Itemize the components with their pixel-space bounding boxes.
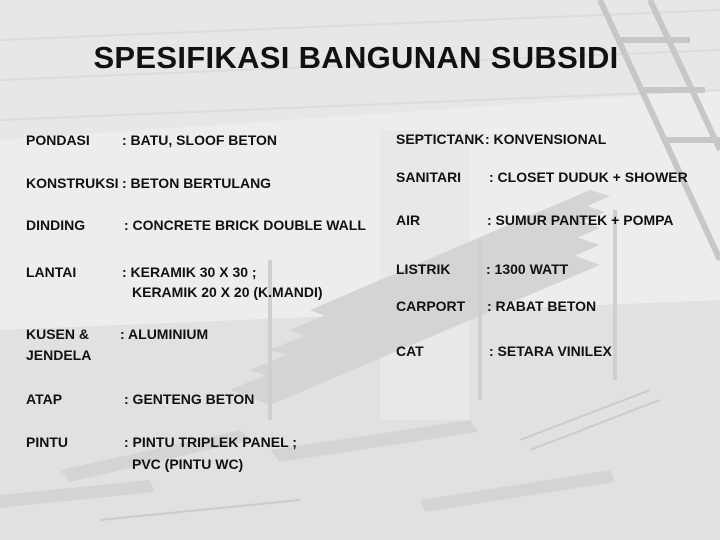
spec-value: : GENTENG BETON	[124, 391, 255, 407]
spec-label: SEPTICTANK	[396, 131, 485, 147]
spec-value: : RABAT BETON	[487, 298, 597, 314]
spec-value-line2: PVC (PINTU WC)	[132, 456, 244, 472]
slide-title: SPESIFIKASI BANGUNAN SUBSIDI	[93, 40, 619, 75]
spec-value: : SETARA VINILEX	[489, 343, 612, 359]
spec-value: : KONVENSIONAL	[485, 131, 607, 147]
spec-value: : CONCRETE BRICK DOUBLE WALL	[124, 217, 366, 233]
spec-value: : KERAMIK 30 X 30 ;	[122, 264, 257, 280]
spec-value: : BATU, SLOOF BETON	[122, 132, 278, 148]
spec-label: ATAP	[26, 391, 63, 407]
spec-value-line2: KERAMIK 20 X 20 (K.MANDI)	[132, 284, 323, 300]
spec-label: CAT	[396, 343, 424, 359]
spec-label: KUSEN &	[26, 326, 90, 342]
spec-label: PINTU	[26, 434, 68, 450]
spec-value: : 1300 WATT	[486, 261, 569, 277]
spec-value: : SUMUR PANTEK + POMPA	[487, 212, 674, 228]
spec-label: KONSTRUKSI	[26, 175, 119, 191]
spec-label: LANTAI	[26, 264, 77, 280]
spec-label: PONDASI	[26, 132, 90, 148]
spec-label: AIR	[396, 212, 421, 228]
spec-value: : CLOSET DUDUK + SHOWER	[489, 169, 688, 185]
spec-value: : ALUMINIUM	[120, 326, 209, 342]
spec-label-line2: JENDELA	[26, 347, 92, 363]
spec-label: DINDING	[26, 217, 86, 233]
spec-label: CARPORT	[396, 298, 466, 314]
spec-value: : PINTU TRIPLEK PANEL ;	[124, 434, 297, 450]
spec-value: : BETON BERTULANG	[122, 175, 272, 191]
spec-label: SANITARI	[396, 169, 462, 185]
spec-label: LISTRIK	[396, 261, 451, 277]
